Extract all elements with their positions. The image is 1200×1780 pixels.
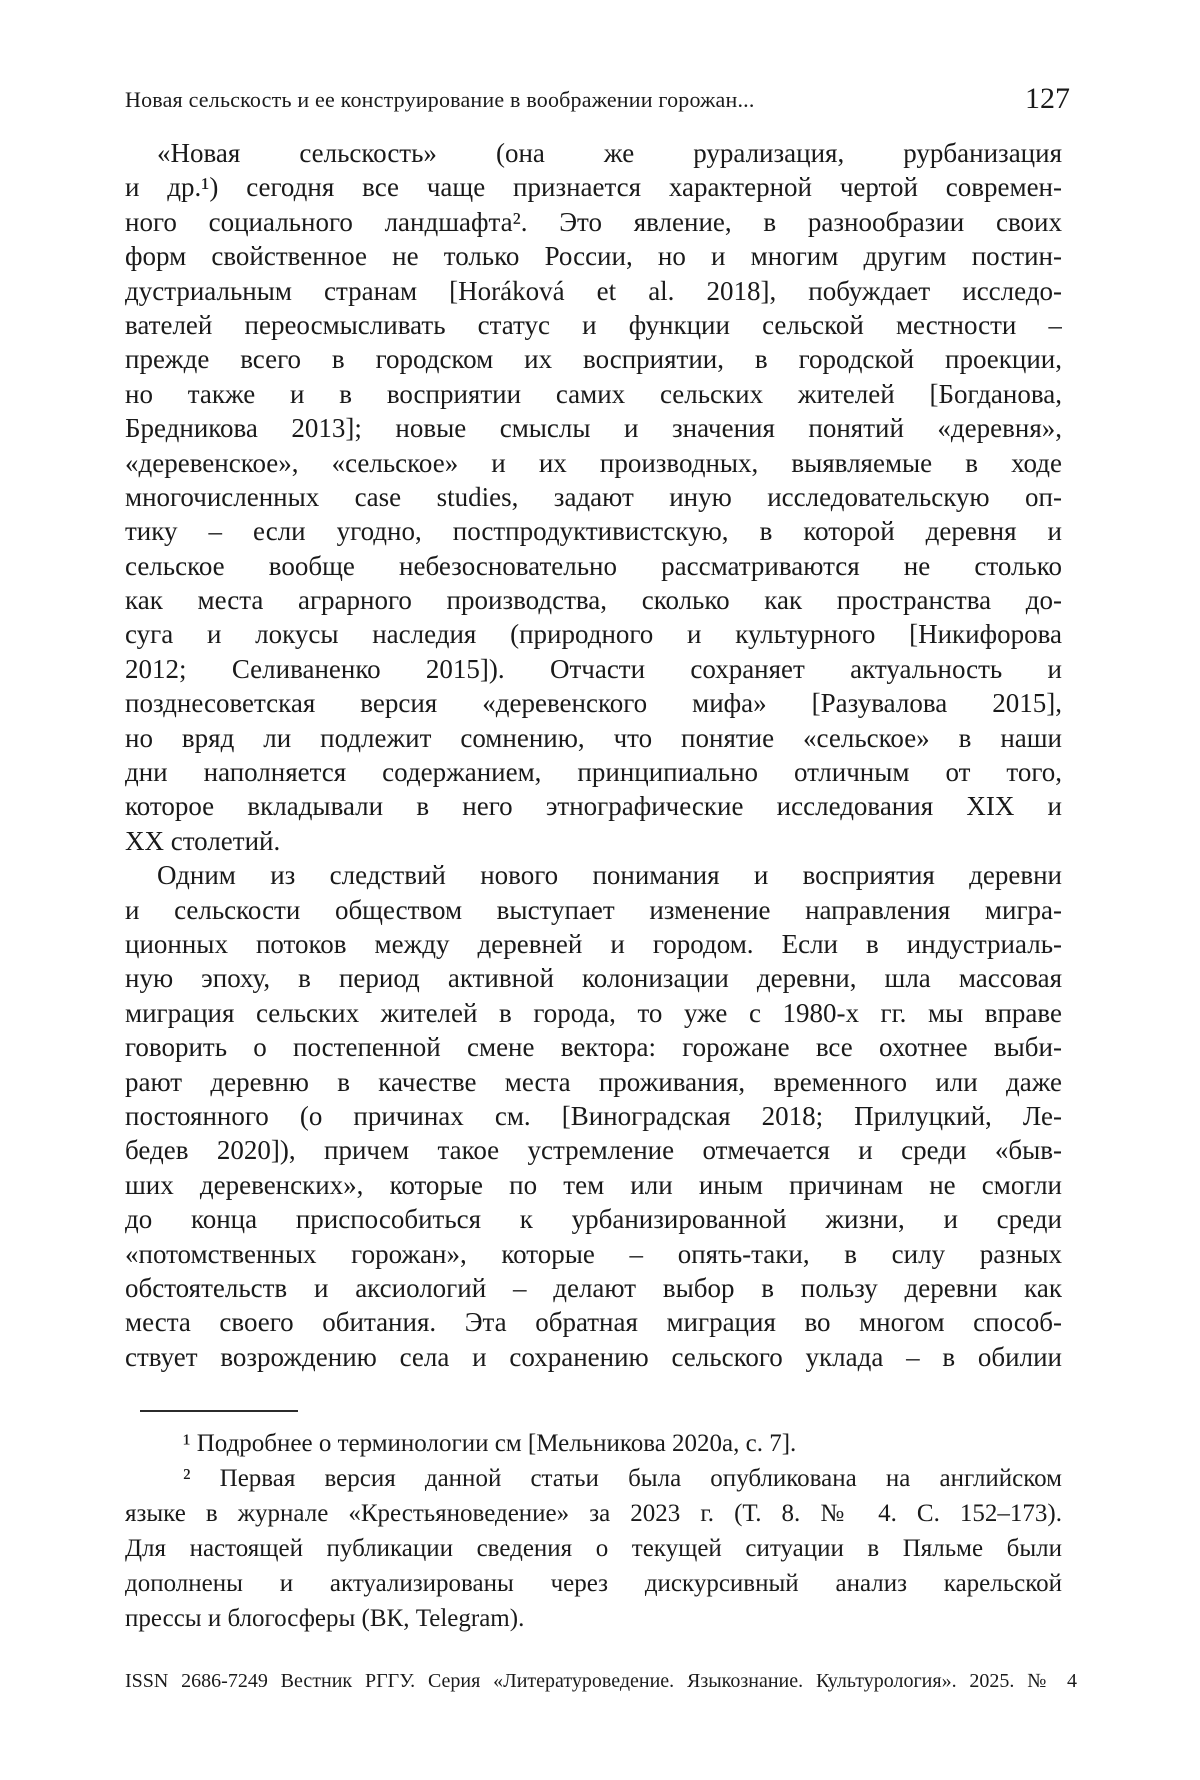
- text-line: многочисленных case studies, задают иную исследовательскую оп-: [125, 481, 1062, 512]
- text-line: тику – если угодно, постпродуктивистскую, в которой деревня и: [125, 516, 1062, 547]
- paragraph: [125, 136, 1062, 858]
- text-line: языке в журнале «Крестьяноведение» за 2023 г. (Т. 8. № 4. С. 152–173).: [125, 1500, 1062, 1527]
- text-line: дустриальным странам [Horáková et al. 2018], побуждает исследо-: [125, 275, 1062, 306]
- text-line: прежде всего в городском их восприятии, в городской проекции,: [125, 344, 1062, 375]
- text-line: 2012; Селиваненко 2015]). Отчасти сохраняет актуальность и: [125, 653, 1062, 684]
- footnotes: [125, 1426, 1062, 1636]
- text-line: рают деревню в качестве места проживания, временного или даже: [125, 1066, 1062, 1097]
- footnote: [125, 1426, 1062, 1461]
- footnote-separator: [140, 1410, 298, 1412]
- text-line: места своего обитания. Эта обратная миграция во многом способ-: [125, 1307, 1062, 1338]
- text-line: бедев 2020]), причем такое устремление отмечается и среди «быв-: [125, 1135, 1062, 1166]
- journal-footer: ISSN 2686-7249 Вестник РГГУ. Серия «Литературоведение. Языкознание. Культурология». 2025. № 4: [125, 1670, 1077, 1692]
- running-title: Новая сельскость и ее конструирование в воображении горожан...: [125, 87, 755, 112]
- text-line: ного социального ландшафта². Это явление, в разнообразии своих: [125, 206, 1062, 237]
- text-line: постоянного (о причинах см. [Виноградская 2018; Прилуцкий, Ле-: [125, 1100, 1062, 1131]
- text-line: «потомственных горожан», которые – опять-таки, в силу разных: [125, 1238, 1062, 1269]
- text-line: до конца приспособиться к урбанизированной жизни, и среди: [125, 1204, 1062, 1235]
- text-line: ную эпоху, в период активной колонизации деревни, шла массовая: [125, 963, 1062, 994]
- footnote: [125, 1461, 1062, 1636]
- text-line: говорить о постепенной смене вектора: горожане все охотнее выби-: [125, 1032, 1062, 1063]
- text-line: суга и локусы наследия (природного и культурного [Никифорова: [125, 619, 1062, 650]
- text-line: миграция сельских жителей в города, то уже с 1980-х гг. мы вправе: [125, 997, 1062, 1028]
- text-line: которое вкладывали в него этнографические исследования XIX и: [125, 791, 1062, 822]
- text-line: форм свойственное не только России, но и многим другим постин-: [125, 241, 1062, 272]
- text-line: позднесоветская версия «деревенского мифа» [Разувалова 2015],: [125, 688, 1062, 719]
- text-line: обстоятельств и аксиологий – делают выбор в пользу деревни как: [125, 1272, 1062, 1303]
- paragraph: [125, 858, 1062, 1374]
- text-line: ционных потоков между деревней и городом. Если в индустриаль-: [125, 928, 1062, 959]
- text-line: сельское вообще небезосновательно рассматриваются не столько: [125, 550, 1062, 581]
- text-line: как места аграрного производства, сколько как пространства до-: [125, 585, 1062, 616]
- text-line: Одним из следствий нового понимания и восприятия деревни: [157, 860, 1062, 891]
- body-text: [125, 136, 1062, 1374]
- text-line: и сельскости обществом выступает изменение направления мигра-: [125, 894, 1062, 925]
- text-line: прессы и блогосферы (ВК, Telegram).: [125, 1605, 525, 1632]
- text-line: XX столетий.: [125, 825, 281, 856]
- text-line: дни наполняется содержанием, принципиально отличным от того,: [125, 757, 1062, 788]
- page-number: 127: [1025, 82, 1070, 115]
- text-line: Бредникова 2013]; новые смыслы и значения понятий «деревня»,: [125, 413, 1062, 444]
- text-line: и др.¹) сегодня все чаще признается характерной чертой современ-: [125, 172, 1062, 203]
- text-line: но также и в восприятии самих сельских жителей [Богданова,: [125, 378, 1062, 409]
- text-line: но вряд ли подлежит сомнению, что понятие «сельское» в наши: [125, 722, 1062, 753]
- text-line: ² Первая версия данной статьи была опубликована на английском: [183, 1465, 1062, 1492]
- text-line: Для настоящей публикации сведения о текущей ситуации в Пяльме были: [125, 1535, 1062, 1562]
- text-line: «деревенское», «сельское» и их производных, выявляемые в ходе: [125, 447, 1062, 478]
- text-line: ствует возрождению села и сохранению сельского уклада – в обилии: [125, 1341, 1062, 1372]
- text-line: ¹ Подробнее о терминологии см [Мельникова 2020а, с. 7].: [183, 1430, 797, 1457]
- text-line: вателей переосмысливать статус и функции сельской местности –: [125, 309, 1062, 340]
- text-line: ших деревенских», которые по тем или иным причинам не смогли: [125, 1169, 1062, 1200]
- text-line: дополнены и актуализированы через дискурсивный анализ карельской: [125, 1570, 1062, 1597]
- text-line: «Новая сельскость» (она же рурализация, рурбанизация: [157, 138, 1062, 168]
